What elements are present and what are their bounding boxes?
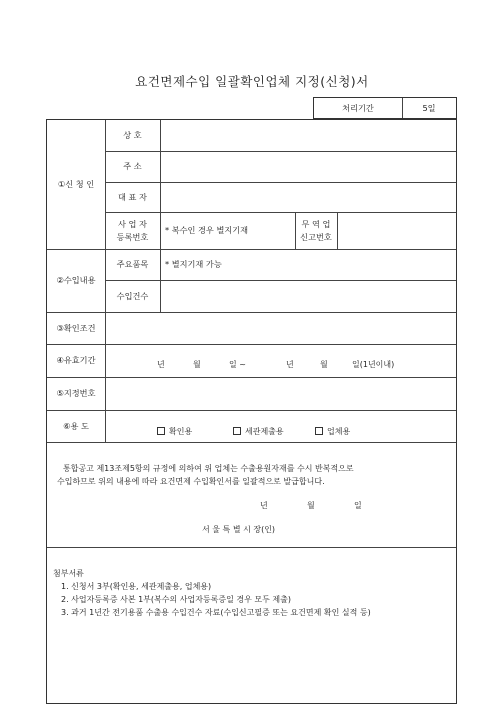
applicant-section-label: ①신 청 인 bbox=[57, 179, 95, 189]
statement-date-year: 년 bbox=[260, 501, 268, 510]
form-title: 요건면제수입 일괄확인업체 지정(신청)서 bbox=[135, 74, 369, 89]
statement-line2: 수입하므로 위의 내용에 따라 요건면제 수입확인서를 일괄적으로 발급합니다. bbox=[57, 477, 325, 486]
biz-reg-note: * 복수인 경우 별지기재 bbox=[165, 225, 249, 235]
main-items-note: * 별지기재 가능 bbox=[165, 259, 222, 269]
trade-name-field[interactable] bbox=[161, 120, 456, 151]
checkbox-icon bbox=[157, 427, 165, 435]
processing-period-label: 처리기간 bbox=[342, 102, 374, 113]
usage-option-customs-label: 세관제출용 bbox=[245, 427, 284, 436]
designation-number-label: ⑤지정번호 bbox=[56, 388, 96, 398]
statement-line1: 통합공고 제13조제5항의 규정에 의하여 위 업체는 수출용원자재를 수시 반복적으로 bbox=[63, 464, 354, 473]
statement-date-day: 일 bbox=[354, 501, 362, 510]
attachments-title: 첨부서류 bbox=[53, 569, 84, 578]
trade-biz-field[interactable] bbox=[338, 212, 456, 249]
form-table bbox=[46, 119, 457, 704]
trade-biz-label-line2: 신고번호 bbox=[300, 231, 332, 242]
usage-option-confirm[interactable] bbox=[157, 426, 192, 437]
biz-reg-label bbox=[105, 212, 160, 249]
usage-label: ⑥용 도 bbox=[63, 420, 89, 431]
checkbox-icon bbox=[315, 427, 323, 435]
statement-signer: 서 울 특 별 시 장(인) bbox=[202, 525, 276, 534]
attachment-item-2: 2. 사업자등록증 사본 1부(복수의 사업자등록증일 경우 모두 제출) bbox=[61, 595, 291, 604]
attachment-item-3: 3. 과거 1년간 전기용품 수출용 수입건수 자료(수입신고필증 또는 요건면제 확인 실적 등) bbox=[61, 608, 371, 617]
usage-option-customs[interactable] bbox=[233, 426, 284, 437]
biz-reg-label-line2: 등록번호 bbox=[116, 231, 149, 242]
validity-day1: 일 ~ bbox=[229, 360, 246, 369]
validity-month1: 월 bbox=[193, 360, 201, 369]
biz-reg-label-line1: 사 업 자 bbox=[118, 218, 147, 229]
usage-option-company[interactable] bbox=[315, 426, 350, 437]
confirm-condition-label: ③확인조건 bbox=[56, 322, 96, 333]
trade-name-label: 상 호 bbox=[123, 130, 142, 140]
address-field[interactable] bbox=[161, 151, 456, 182]
validity-year2: 년 bbox=[286, 360, 294, 369]
usage-option-confirm-label: 확인용 bbox=[169, 427, 193, 436]
statement-date-month: 월 bbox=[307, 501, 315, 510]
designation-number-field[interactable] bbox=[106, 377, 456, 410]
address-label: 주 소 bbox=[123, 161, 142, 171]
validity-label: ④유효기간 bbox=[56, 355, 96, 365]
import-content-section-label: ②수입내용 bbox=[56, 275, 96, 285]
validity-year1: 년 bbox=[157, 360, 165, 369]
representative-field[interactable] bbox=[161, 182, 456, 212]
trade-biz-label bbox=[295, 212, 337, 249]
trade-biz-label-line1: 무 역 업 bbox=[301, 218, 331, 229]
attachment-item-1: 1. 신청서 3부(확인용, 세관제출용, 업체용) bbox=[61, 582, 212, 591]
checkbox-icon bbox=[233, 427, 241, 435]
validity-month2: 월 bbox=[320, 360, 328, 369]
import-count-label: 수입건수 bbox=[116, 290, 149, 301]
confirm-condition-field[interactable] bbox=[106, 312, 456, 344]
validity-day2: 일(1년이내) bbox=[352, 360, 395, 369]
usage-option-company-label: 업체용 bbox=[327, 427, 351, 436]
main-items-label: 주요품목 bbox=[116, 259, 149, 269]
processing-period-box bbox=[313, 97, 457, 119]
processing-period-value: 5일 bbox=[422, 102, 436, 113]
import-count-field[interactable] bbox=[161, 280, 456, 312]
representative-label: 대 표 자 bbox=[118, 191, 147, 202]
